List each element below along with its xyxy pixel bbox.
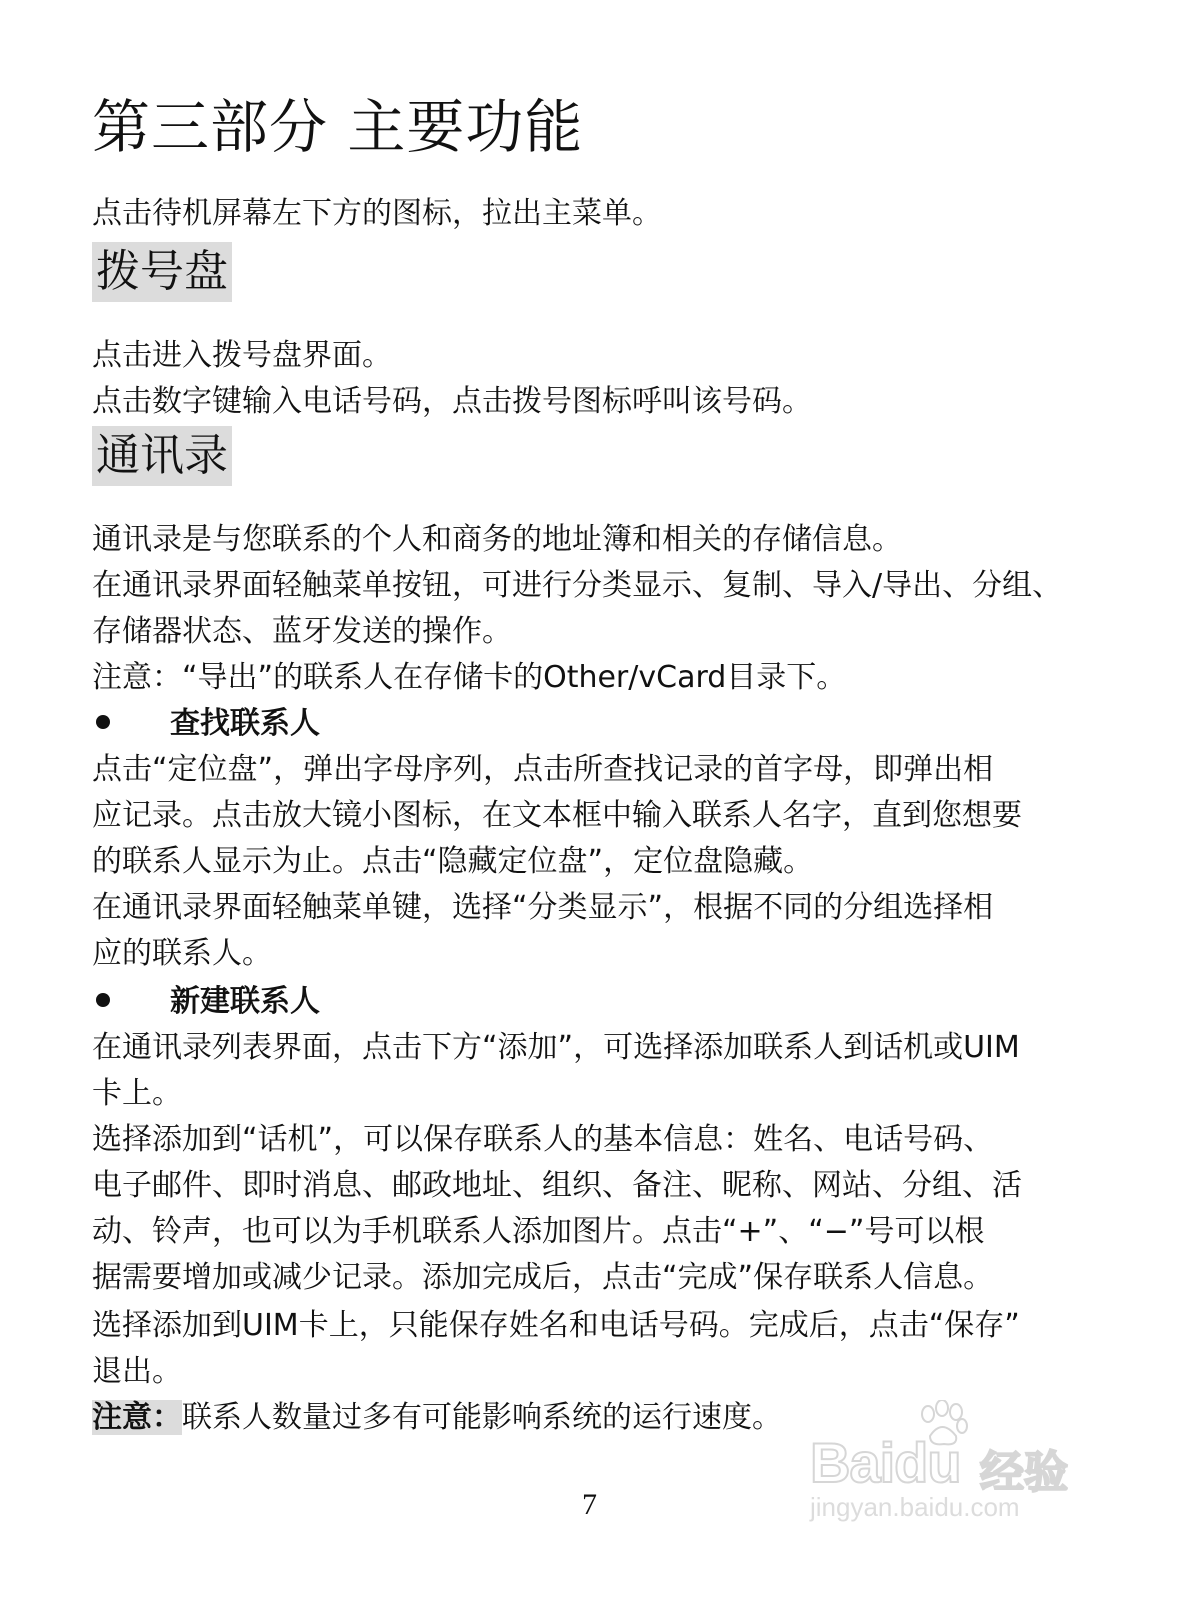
watermark-brand: Baidu [810, 1431, 961, 1494]
find-line-1: 点击“定位盘”，弹出字母序列，点击所查找记录的首字母，即弹出相 [92, 752, 994, 787]
watermark-cn: 经验 [980, 1447, 1068, 1498]
new-line-6: 据需要增加或减少记录。添加完成后，点击“完成”保存联系人信息。 [92, 1260, 994, 1295]
bullet-new-contact [92, 982, 320, 1022]
final-note [92, 1398, 782, 1438]
final-note-label: 注意： [92, 1400, 182, 1435]
new-line-7: 选择添加到UIM卡上，只能保存姓名和电话号码。完成后，点击“保存” [92, 1308, 1020, 1343]
new-line-8: 退出。 [92, 1354, 182, 1389]
final-note-text: 联系人数量过多有可能影响系统的运行速度。 [182, 1400, 782, 1435]
page-number: 7 [582, 1488, 597, 1521]
contacts-line-4: 注意：“导出”的联系人在存储卡的Other/vCard目录下。 [92, 660, 847, 695]
bullet-dot-icon [96, 993, 110, 1007]
find-line-3: 的联系人显示为止。点击“隐藏定位盘”，定位盘隐藏。 [92, 844, 814, 879]
new-line-2: 卡上。 [92, 1076, 182, 1111]
intro-text: 点击待机屏幕左下方的图标，拉出主菜单。 [92, 196, 662, 231]
new-line-3: 选择添加到“话机”，可以保存联系人的基本信息：姓名、电话号码、 [92, 1122, 994, 1157]
dialer-line-1: 点击进入拨号盘界面。 [92, 338, 392, 373]
bullet-find-contact [92, 704, 320, 744]
find-line-5: 应的联系人。 [92, 936, 272, 971]
bullet-new-contact-label: 新建联系人 [170, 984, 320, 1019]
contacts-line-3: 存储器状态、蓝牙发送的操作。 [92, 614, 512, 649]
new-line-4: 电子邮件、即时消息、邮政地址、组织、备注、昵称、网站、分组、活 [92, 1168, 1022, 1203]
section-heading-contacts: 通讯录 [92, 426, 232, 486]
new-line-5: 动、铃声，也可以为手机联系人添加图片。点击“+”、“−”号可以根 [92, 1214, 985, 1249]
baidu-watermark [810, 1400, 1080, 1525]
dialer-line-2: 点击数字键输入电话号码，点击拨号图标呼叫该号码。 [92, 384, 812, 419]
bullet-dot-icon [96, 715, 110, 729]
watermark-url: jingyan.baidu.com [810, 1492, 1020, 1522]
section-heading-dialer: 拨号盘 [92, 242, 232, 302]
contacts-line-1: 通讯录是与您联系的个人和商务的地址簿和相关的存储信息。 [92, 522, 902, 557]
find-line-2: 应记录。点击放大镜小图标，在文本框中输入联系人名字，直到您想要 [92, 798, 1022, 833]
bullet-find-contact-label: 查找联系人 [170, 706, 320, 741]
new-line-1: 在通讯录列表界面，点击下方“添加”，可选择添加联系人到话机或UIM [92, 1030, 1020, 1065]
contacts-line-2: 在通讯录界面轻触菜单按钮，可进行分类显示、复制、导入/导出、分组、 [92, 568, 1063, 603]
page-title: 第三部分 主要功能 [92, 93, 584, 161]
find-line-4: 在通讯录界面轻触菜单键，选择“分类显示”，根据不同的分组选择相 [92, 890, 994, 925]
